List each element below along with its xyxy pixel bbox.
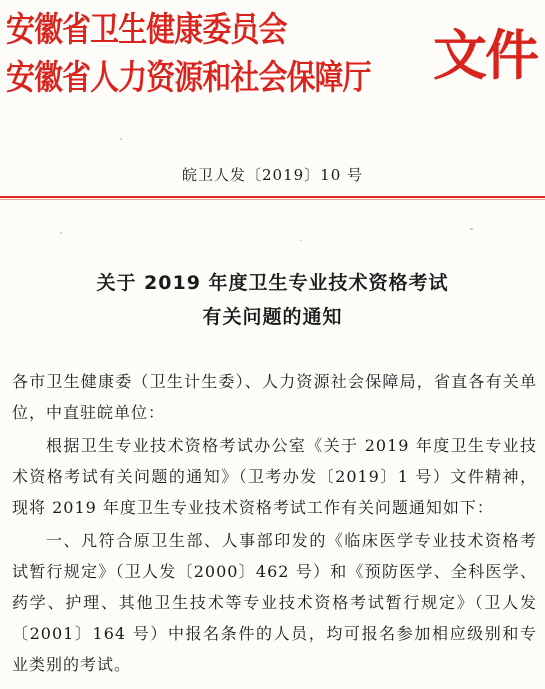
document-title bbox=[0, 266, 545, 334]
issuing-authorities bbox=[6, 8, 426, 98]
red-separator-line bbox=[0, 196, 545, 198]
title-line-1: 关于 2019 年度卫生专业技术资格考试 bbox=[96, 272, 449, 294]
paper-speck bbox=[60, 232, 62, 234]
red-separator-shadow bbox=[0, 199, 545, 200]
document-type-label: 文件 bbox=[433, 24, 537, 87]
paper-speck bbox=[470, 228, 473, 230]
paper-speck bbox=[120, 138, 122, 140]
document-number: 皖卫人发〔2019〕10 号 bbox=[181, 166, 364, 184]
document-body bbox=[12, 366, 537, 680]
document-header bbox=[6, 8, 541, 113]
title-line-2: 有关问题的通知 bbox=[202, 306, 343, 328]
body-paragraph-1: 根据卫生专业技术资格考试办公室《关于 2019 年度卫生专业技术资格考试有关问题的通知》（卫考办发〔2019〕1 号）文件精神，现将 2019 年度卫生专业技术资格考试工作有关问题通知如下： bbox=[12, 436, 537, 517]
issuer-line-2: 安徽省人力资源和社会保障厅 bbox=[6, 58, 371, 98]
body-paragraph-2: 一、凡符合原卫生部、人事部印发的《临床医学专业技术资格考试暂行规定》（卫人发〔2000〕462 号）和《预防医学、全科医学、药学、护理、其他卫生技术等专业技术资格考试暂行规定》（卫人发〔2001〕164 号）中报名条件的人员，均可报名参加相应级别和专业类别的考试。 bbox=[12, 531, 537, 674]
issuer-line-1: 安徽省卫生健康委员会 bbox=[6, 10, 287, 50]
paper-speck bbox=[300, 240, 302, 241]
salutation: 各市卫生健康委（卫生计生委）、人力资源社会保障局，省直各有关单位，中直驻皖单位： bbox=[12, 372, 537, 422]
